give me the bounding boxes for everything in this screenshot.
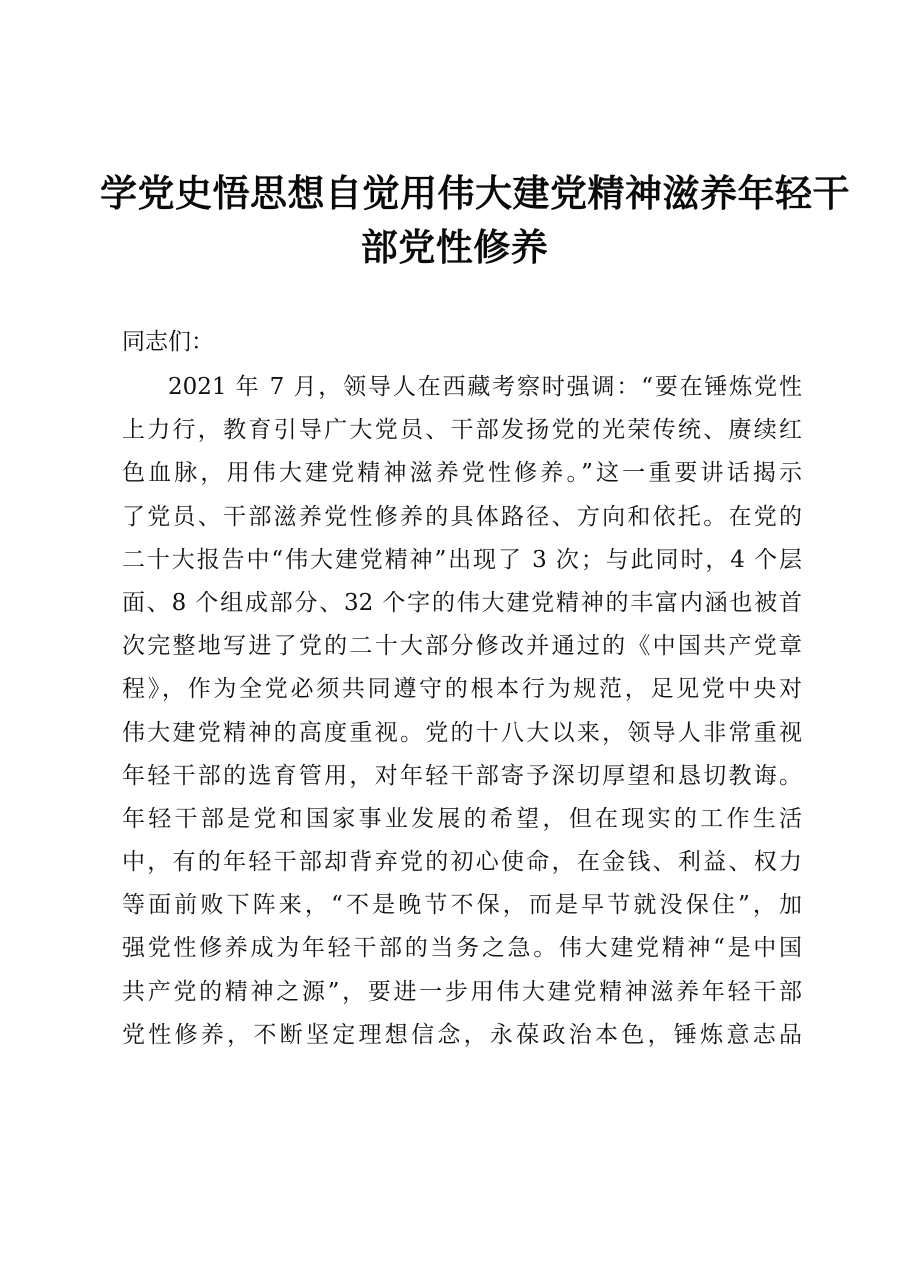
- salutation: 同志们：: [122, 329, 214, 355]
- paragraph-line: 面、8 个组成部分、32 个字的伟大建党精神的丰富内涵也被首: [122, 589, 802, 616]
- paragraph-line: 年轻干部是党和国家事业发展的希望，但在现实的工作生活: [122, 805, 802, 832]
- body-paragraph: [122, 366, 802, 1057]
- title-line: 部党性修养: [360, 225, 549, 269]
- paragraph-line: 次完整地写进了党的二十大部分修改并通过的《中国共产党章: [122, 633, 802, 660]
- document-title: [100, 166, 850, 274]
- paragraph-line: 等面前败下阵来，“不是晚节不保，而是早节就没保住”，加: [122, 892, 802, 919]
- paragraph-line: 了党员、干部滋养党性修养的具体路径、方向和依托。在党的: [122, 503, 802, 530]
- paragraph-line: 伟大建党精神的高度重视。党的十八大以来，领导人非常重视: [122, 719, 802, 746]
- paragraph-line: 程》，作为全党必须共同遵守的根本行为规范，足见党中央对: [122, 676, 802, 703]
- paragraph-line: 色血脉，用伟大建党精神滋养党性修养。”这一重要讲话揭示: [122, 460, 802, 487]
- title-line: 学党史悟思想自觉用伟大建党精神滋养年轻干: [100, 171, 850, 215]
- paragraph-line: 二十大报告中“伟大建党精神”出现了 3 次；与此同时，4 个层: [122, 546, 802, 573]
- paragraph-line: 中，有的年轻干部却背弃党的初心使命，在金钱、利益、权力: [122, 849, 802, 876]
- paragraph-line: 党性修养，不断坚定理想信念，永葆政治本色，锤炼意志品: [122, 1021, 802, 1048]
- paragraph-line: 上力行，教育引导广大党员、干部发扬党的光荣传统、赓续红: [122, 417, 802, 444]
- paragraph-line: 年轻干部的选育管用，对年轻干部寄予深切厚望和恳切教诲。: [122, 762, 802, 789]
- paragraph-line: 共产党的精神之源”，要进一步用伟大建党精神滋养年轻干部: [122, 978, 802, 1005]
- paragraph-line: 强党性修养成为年轻干部的当务之急。伟大建党精神“是中国: [122, 935, 802, 962]
- paragraph-line: 2021 年 7 月，领导人在西藏考察时强调：“要在锤炼党性: [168, 374, 802, 400]
